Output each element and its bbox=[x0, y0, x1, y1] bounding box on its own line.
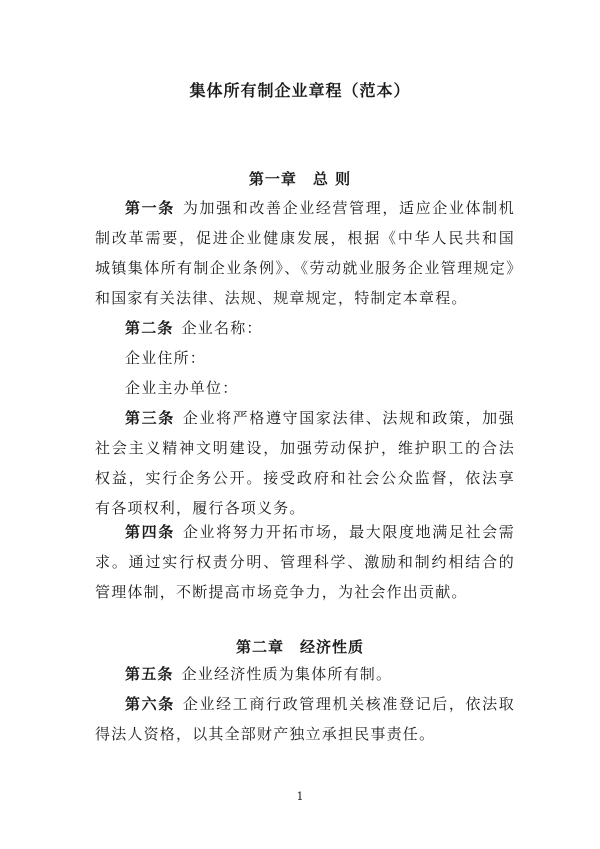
article-4-label: 第四条 bbox=[125, 523, 175, 541]
article-5-text: 企业经济性质为集体所有制。 bbox=[181, 665, 393, 683]
article-2-text: 企业名称： bbox=[181, 319, 263, 337]
article-1 bbox=[95, 193, 515, 313]
article-3-label: 第三条 bbox=[125, 409, 175, 427]
article-5-label: 第五条 bbox=[125, 665, 174, 683]
article-6-label: 第六条 bbox=[125, 695, 175, 713]
article-4-text: 企业将努力开拓市场，最大限度地满足社会需求。通过实行权责分明、管理科学、激励和制约相结合的管理体制，不断提高市场竞争力，为社会作出贡献。 bbox=[95, 523, 515, 601]
chapter-1-heading: 第一章 总 则 bbox=[248, 170, 352, 188]
article-5 bbox=[95, 659, 515, 689]
page-number: 1 bbox=[296, 790, 304, 803]
enterprise-address-line: 企业住所： bbox=[125, 349, 207, 367]
chapter-2-heading: 第二章 经济性质 bbox=[235, 638, 364, 656]
article-2 bbox=[95, 313, 515, 343]
sponsor-unit-line: 企业主办单位： bbox=[125, 379, 239, 397]
article-3-text: 企业将严格遵守国家法律、法规和政策，加强社会主义精神文明建设，加强劳动保护，维护职工的合法权益，实行企务公开。接受政府和社会公众监督，依法享有各项权利，履行各项义务。 bbox=[95, 409, 515, 517]
article-6 bbox=[95, 689, 515, 749]
article-2-label: 第二条 bbox=[125, 319, 174, 337]
article-6-text: 企业经工商行政管理机关核准登记后，依法取得法人资格，以其全部财产独立承担民事责任。 bbox=[95, 695, 515, 743]
article-1-text: 为加强和改善企业经营管理，适应企业体制机制改革需要，促进企业健康发展，根据《中华人民共和国城镇集体所有制企业条例》、《劳动就业服务企业管理规定》和国家有关法律、法规、规章规定，特制定本章程。 bbox=[95, 199, 515, 307]
article-4 bbox=[95, 517, 515, 607]
article-1-label: 第一条 bbox=[125, 199, 175, 217]
article-3 bbox=[95, 403, 515, 523]
document-title: 集体所有制企业章程（范本） bbox=[189, 81, 411, 100]
